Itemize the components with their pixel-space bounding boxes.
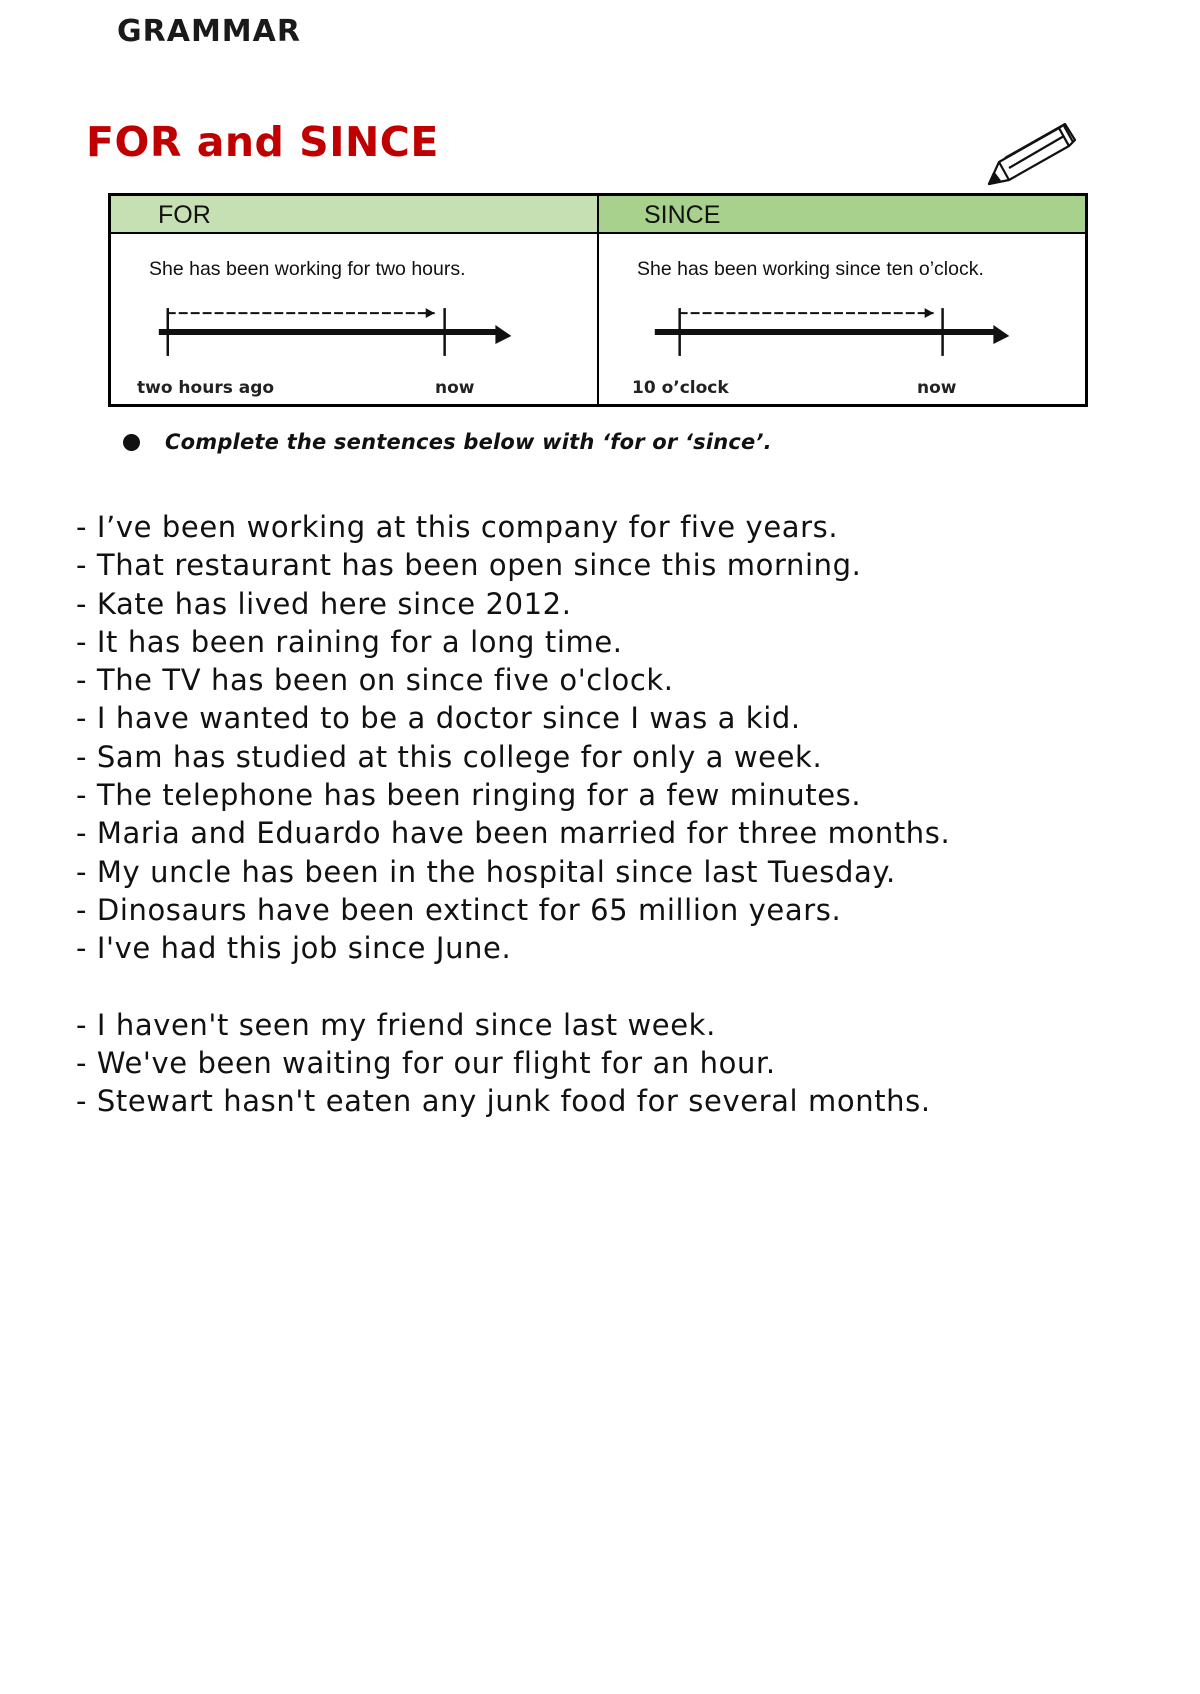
for-column: [111, 196, 599, 404]
since-example: She has been working since ten o’clock.: [637, 258, 984, 280]
list-item: - I haven't seen my friend since last week.: [76, 1007, 716, 1042]
list-item: - I have wanted to be a doctor since I was a kid.: [76, 701, 801, 736]
bullet-icon: [123, 434, 140, 451]
for-heading: FOR: [111, 196, 597, 234]
list-item: - My uncle has been in the hospital since last Tuesday.: [76, 854, 896, 889]
list-item: - Stewart hasn't eaten any junk food for several months.: [76, 1084, 931, 1119]
for-timeline: [111, 292, 597, 372]
list-item: - I've had this job since June.: [76, 931, 512, 966]
list-item: - It has been raining for a long time.: [76, 624, 623, 659]
instruction-text: Complete the sentences below with ‘for or ‘since’.: [165, 430, 772, 454]
since-column: [599, 196, 1085, 404]
pencil-icon: [985, 118, 1083, 190]
list-spacer: [76, 968, 950, 1006]
page-title: FOR and SINCE: [86, 118, 439, 166]
for-example: She has been working for two hours.: [149, 258, 466, 280]
since-timeline: [599, 292, 1085, 372]
since-start-label: 10 o’clock: [632, 378, 729, 398]
sentence-list: [76, 508, 950, 1120]
list-item: - I’ve been working at this company for five years.: [76, 510, 839, 544]
instruction: [123, 430, 772, 454]
list-item: - Dinosaurs have been extinct for 65 million years.: [76, 892, 842, 927]
list-item: - The TV has been on since five o'clock.: [76, 663, 674, 698]
list-item: - We've been waiting for our flight for an hour.: [76, 1045, 776, 1080]
list-item: - Sam has studied at this college for only a week.: [76, 739, 823, 774]
list-item: - The telephone has been ringing for a few minutes.: [76, 778, 862, 813]
grammar-table: [108, 193, 1088, 407]
since-end-label: now: [917, 378, 957, 398]
list-item: - Maria and Eduardo have been married for three months.: [76, 816, 951, 851]
since-heading: SINCE: [599, 196, 1085, 234]
for-start-label: two hours ago: [137, 378, 275, 398]
list-item: - Kate has lived here since 2012.: [76, 586, 572, 621]
for-end-label: now: [435, 378, 475, 398]
list-item: - That restaurant has been open since this morning.: [76, 548, 862, 583]
header-label: GRAMMAR: [117, 14, 301, 49]
